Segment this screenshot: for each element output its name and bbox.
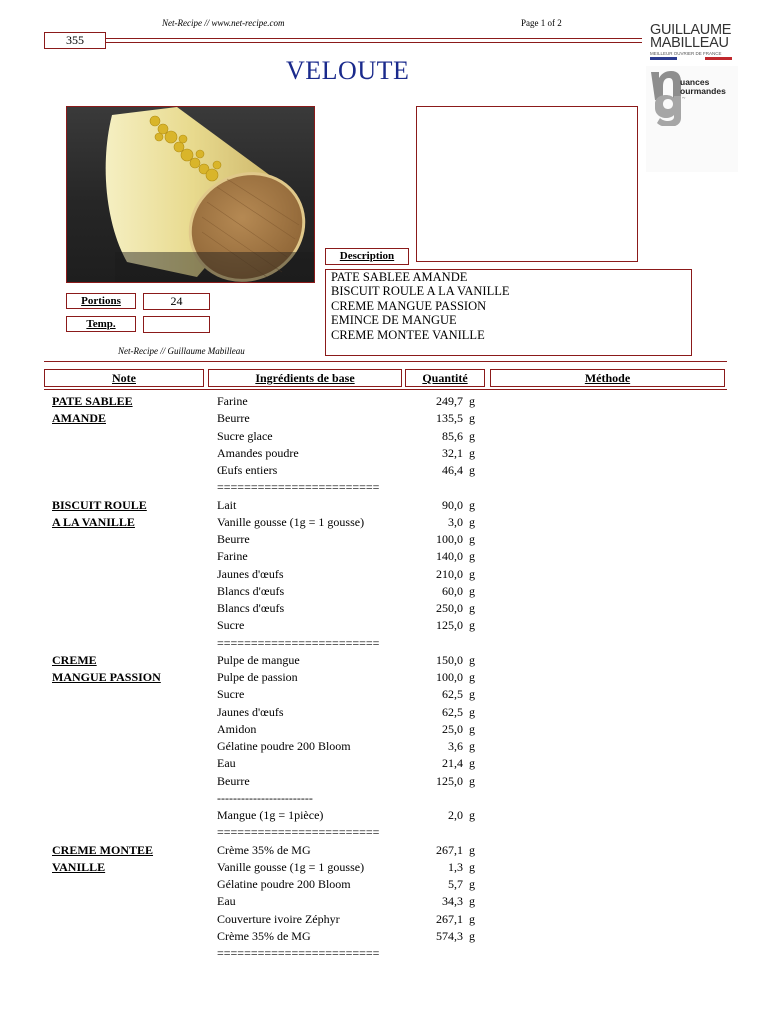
ingredient-row — [0, 773, 768, 790]
ingredient-name: Vanille gousse (1g = 1 gousse) — [217, 514, 365, 529]
ingredient-unit: g — [469, 859, 475, 874]
ingredient-row — [0, 686, 768, 703]
ingredient-quantity: 125,0 — [436, 773, 463, 788]
description-line: EMINCE DE MANGUE — [331, 313, 457, 328]
ingredient-name: Amandes poudre — [217, 445, 299, 460]
ingredient-name: Crème 35% de MG — [217, 842, 311, 857]
ingredient-quantity: 25,0 — [442, 721, 463, 736]
ingredient-quantity: 62,5 — [442, 704, 463, 719]
ingredient-name: Vanille gousse (1g = 1 gousse) — [217, 859, 365, 874]
ingredient-unit: g — [469, 877, 475, 891]
ingredient-row — [0, 635, 768, 652]
portions-value: 24 — [143, 293, 210, 310]
ingredient-unit: g — [469, 687, 475, 702]
ingredient-row — [0, 824, 768, 841]
recipe-photo — [66, 106, 315, 283]
secondary-image-frame — [416, 106, 638, 262]
ingredient-unit: g — [469, 652, 475, 667]
ingredient-quantity: 90,0 — [442, 497, 463, 512]
section-note: CREME — [52, 652, 97, 667]
ingredient-row — [0, 704, 768, 721]
section-note: BISCUIT ROULE — [52, 497, 147, 512]
ingredient-name: Crème 35% de MG — [217, 928, 311, 943]
cake-illustration — [67, 107, 314, 282]
section-note: AMANDE — [52, 411, 106, 426]
ingredient-unit: g — [469, 566, 475, 581]
ingredient-row — [0, 842, 768, 859]
separator-rule — [44, 361, 727, 362]
ingredient-row — [0, 393, 768, 410]
ingredient-name: Eau — [217, 756, 236, 771]
ingredient-row — [0, 859, 768, 876]
ingredient-name: Beurre — [217, 411, 250, 426]
ingredient-name: Jaunes d'œufs — [217, 704, 284, 719]
ingredient-row — [0, 652, 768, 669]
section-note: A LA VANILLE — [52, 514, 135, 529]
ingredient-row — [0, 721, 768, 738]
ingredient-name: Sucre — [217, 687, 245, 702]
ingredient-row — [0, 669, 768, 686]
ingredient-quantity: 249,7 — [436, 394, 463, 408]
ingredient-unit: g — [469, 704, 475, 719]
ingredient-name: Sucre — [217, 618, 245, 633]
ingredient-name: Farine — [217, 394, 248, 408]
column-header-quantity: Quantité — [405, 369, 485, 387]
ingredient-unit: g — [469, 618, 475, 633]
ingredient-unit: g — [469, 445, 475, 460]
ingredient-quantity: 46,4 — [442, 463, 463, 477]
ingredient-row — [0, 617, 768, 634]
ingredient-quantity: 100,0 — [436, 670, 463, 684]
ingredient-row — [0, 410, 768, 427]
ingredient-row — [0, 428, 768, 445]
ingredient-quantity: 85,6 — [442, 428, 463, 443]
ingredient-name: Eau — [217, 894, 236, 909]
ingredient-row — [0, 893, 768, 910]
ingredient-quantity: 2,0 — [448, 808, 463, 822]
ingredient-quantity: 32,1 — [442, 445, 463, 460]
ingredient-quantity: 574,3 — [436, 928, 463, 943]
ingredient-row — [0, 548, 768, 565]
brand-subtitle: MEILLEUR OUVRIER DE FRANCE — [650, 51, 722, 56]
ingredient-unit: g — [469, 601, 475, 615]
ingredient-quantity: 267,1 — [436, 911, 463, 926]
photo-credit: Net-Recipe // Guillaume Mabilleau — [118, 346, 245, 356]
ingredient-name: Beurre — [217, 773, 250, 788]
source-header: Net-Recipe // www.net-recipe.com — [162, 18, 285, 28]
description-label: Description — [325, 248, 409, 265]
partner-logo — [646, 66, 738, 172]
ingredient-name: ======================== — [217, 825, 380, 840]
section-note: CREME MONTEE — [52, 842, 154, 857]
ingredient-row — [0, 755, 768, 772]
ingredient-row — [0, 790, 768, 807]
ingredient-quantity: 21,4 — [442, 756, 463, 771]
ingredient-unit: g — [469, 394, 475, 408]
ingredient-row — [0, 928, 768, 945]
ingredient-unit: g — [469, 463, 475, 477]
ingredient-unit: g — [469, 928, 475, 943]
ingredient-row — [0, 479, 768, 496]
ingredient-name: Gélatine poudre 200 Bloom — [217, 877, 351, 891]
ingredient-name: Jaunes d'œufs — [217, 566, 284, 581]
ingredient-unit: g — [469, 739, 475, 753]
section-note: VANILLE — [52, 859, 106, 874]
description-box — [325, 269, 692, 356]
ingredient-quantity: 62,5 — [442, 687, 463, 702]
ingredient-unit: g — [469, 756, 475, 771]
ingredient-unit: g — [469, 721, 475, 736]
ingredient-quantity: 150,0 — [436, 652, 463, 667]
ingredient-name: ======================== — [217, 635, 380, 650]
ingredient-row — [0, 807, 768, 824]
ingredient-unit: g — [469, 514, 475, 529]
ingredient-name: ------------------------ — [217, 790, 313, 805]
ingredient-quantity: 135,5 — [436, 411, 463, 426]
ingredient-row — [0, 876, 768, 893]
header-underline — [44, 389, 727, 390]
ingredient-quantity: 210,0 — [436, 566, 463, 581]
page-indicator: Page 1 of 2 — [521, 18, 562, 28]
ingredient-name: ======================== — [217, 480, 380, 495]
ingredient-quantity: 3,6 — [448, 739, 463, 753]
ingredient-quantity: 34,3 — [442, 894, 463, 909]
ingredient-name: Sucre glace — [217, 428, 273, 443]
column-header-ingredients: Ingrédients de base — [208, 369, 402, 387]
ingredient-quantity: 5,7 — [448, 877, 463, 891]
ingredient-name: Pulpe de passion — [217, 670, 298, 684]
column-header-method: Méthode — [490, 369, 725, 387]
ingredient-row — [0, 514, 768, 531]
ingredient-unit: g — [469, 549, 475, 564]
ingredient-unit: g — [469, 428, 475, 443]
ingredient-unit: g — [469, 583, 475, 598]
ingredient-row — [0, 738, 768, 755]
ingredient-name: Blancs d'œufs — [217, 601, 285, 615]
ingredient-name: Amidon — [217, 721, 257, 736]
ingredient-row — [0, 566, 768, 583]
ingredient-quantity: 140,0 — [436, 549, 463, 564]
ingredient-unit: g — [469, 808, 475, 822]
ingredient-name: Couverture ivoire Zéphyr — [217, 911, 340, 926]
ingredient-name: Lait — [217, 497, 237, 512]
ingredient-unit: g — [469, 670, 475, 684]
header-rule-top — [106, 38, 642, 39]
ingredient-name: ======================== — [217, 946, 380, 960]
ingredient-quantity: 3,0 — [448, 514, 463, 529]
description-line: BISCUIT ROULE A LA VANILLE — [331, 284, 510, 299]
ingredient-quantity: 100,0 — [436, 532, 463, 546]
ingredient-row — [0, 600, 768, 617]
ingredient-quantity: 250,0 — [436, 601, 463, 615]
ingredient-name: Farine — [217, 549, 248, 564]
portions-label: Portions — [66, 293, 136, 309]
ingredient-quantity: 125,0 — [436, 618, 463, 633]
ingredient-row — [0, 531, 768, 548]
recipe-number: 355 — [44, 32, 106, 49]
ingredient-quantity: 267,1 — [436, 842, 463, 857]
ingredient-unit: g — [469, 911, 475, 926]
ingredient-unit: g — [469, 842, 475, 857]
ingredient-row — [0, 583, 768, 600]
partner-script: ~ — [682, 96, 686, 102]
ingredient-name: Blancs d'œufs — [217, 583, 285, 598]
brand-name-line1: GUILLAUME — [650, 22, 732, 38]
ingredient-unit: g — [469, 497, 475, 512]
description-line: CREME MANGUE PASSION — [331, 298, 487, 313]
ingredient-name: Beurre — [217, 532, 250, 546]
ingredient-unit: g — [469, 532, 475, 546]
partner-word2: ourmandes — [680, 86, 726, 96]
recipe-title: VELOUTE — [286, 56, 410, 85]
ingredient-unit: g — [469, 894, 475, 909]
ingredient-row — [0, 462, 768, 479]
ingredient-row — [0, 497, 768, 514]
ingredient-row — [0, 945, 768, 962]
brand-logo — [650, 24, 738, 60]
section-note: MANGUE PASSION — [52, 670, 161, 684]
ingredient-row — [0, 911, 768, 928]
ingredient-name: Mangue (1g = 1pièce) — [217, 808, 324, 822]
ingredient-name: Œufs entiers — [217, 463, 278, 477]
ingredient-quantity: 1,3 — [448, 859, 463, 874]
ingredient-name: Gélatine poudre 200 Bloom — [217, 739, 351, 753]
header-rule-bottom — [106, 42, 642, 43]
section-note: PATE SABLEE — [52, 394, 133, 408]
ingredient-unit: g — [469, 773, 475, 788]
temp-value — [143, 316, 210, 333]
ingredient-name: Pulpe de mangue — [217, 652, 300, 667]
temp-label: Temp. — [66, 316, 136, 332]
tricolor-ribbon — [650, 57, 732, 60]
description-line: CREME MONTEE VANILLE — [331, 327, 485, 342]
column-header-note: Note — [44, 369, 204, 387]
brand-name-line2: MABILLEAU — [650, 35, 729, 51]
ingredient-row — [0, 445, 768, 462]
ingredient-quantity: 60,0 — [442, 583, 463, 598]
description-line: PATE SABLEE AMANDE — [331, 270, 468, 284]
ingredient-unit: g — [469, 411, 475, 426]
partner-word1: uances — [680, 77, 710, 87]
